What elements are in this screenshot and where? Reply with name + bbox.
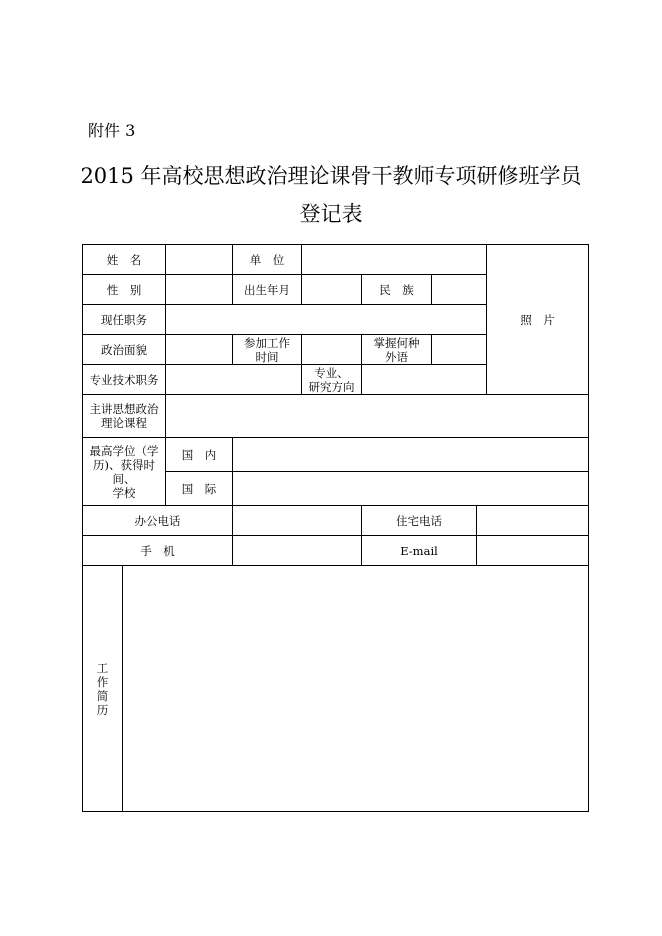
work-start-label-line2: 时间 xyxy=(255,349,279,364)
international-label: 国 际 xyxy=(166,472,233,506)
resume-char-4: 历 xyxy=(96,702,109,717)
major-label xyxy=(302,365,362,395)
political-label: 政治面貌 xyxy=(83,335,166,365)
course-field[interactable] xyxy=(166,395,589,438)
course-label-line2: 理论课程 xyxy=(101,416,147,430)
degree-label-line3: 学校 xyxy=(112,485,136,500)
mobile-field[interactable] xyxy=(233,536,362,566)
gender-field[interactable] xyxy=(166,275,233,305)
major-label-line1: 专业、 xyxy=(314,365,349,380)
photo-box: 照 片 xyxy=(487,245,589,395)
degree-label xyxy=(83,438,166,506)
form-title-line1: 2015 年高校思想政治理论课骨干教师专项研修班学员 xyxy=(80,164,582,188)
name-label: 姓 名 xyxy=(83,245,166,275)
work-start-label-line1: 参加工作 xyxy=(244,335,290,350)
language-label-line2: 外语 xyxy=(385,349,408,364)
course-label-line1: 主讲思想政治 xyxy=(89,402,159,416)
email-label: E-mail xyxy=(362,536,477,566)
birth-field[interactable] xyxy=(302,275,362,305)
political-field[interactable] xyxy=(166,335,233,365)
domestic-label: 国 内 xyxy=(166,438,233,472)
language-label xyxy=(362,335,432,365)
major-field[interactable] xyxy=(362,365,487,395)
registration-form-table xyxy=(82,244,589,812)
degree-label-line2: 历)、获得时间、 xyxy=(93,457,155,486)
name-field[interactable] xyxy=(166,245,233,275)
office-phone-field[interactable] xyxy=(233,506,362,536)
form-title-line2: 登记表 xyxy=(299,202,363,226)
position-label: 现任职务 xyxy=(83,305,166,335)
birth-label: 出生年月 xyxy=(233,275,302,305)
position-field[interactable] xyxy=(166,305,487,335)
office-phone-label: 办公电话 xyxy=(83,506,233,536)
home-phone-label: 住宅电话 xyxy=(362,506,477,536)
international-field[interactable] xyxy=(233,472,589,506)
gender-label: 性 别 xyxy=(83,275,166,305)
mobile-label: 手 机 xyxy=(83,536,233,566)
resume-label xyxy=(83,566,123,812)
work-start-label xyxy=(233,335,302,365)
title-field[interactable] xyxy=(166,365,302,395)
degree-label-line1: 最高学位（学 xyxy=(89,443,159,458)
major-label-line2: 研究方向 xyxy=(308,379,355,394)
resume-char-2: 作 xyxy=(96,674,109,689)
resume-char-3: 简 xyxy=(96,688,109,703)
unit-label: 单 位 xyxy=(233,245,302,275)
work-start-field[interactable] xyxy=(302,335,362,365)
language-label-line1: 掌握何种 xyxy=(373,335,420,350)
language-field[interactable] xyxy=(432,335,487,365)
course-label xyxy=(83,395,166,438)
attachment-label: 附件 3 xyxy=(88,121,136,140)
title-label: 专业技术职务 xyxy=(83,365,166,395)
ethnicity-field[interactable] xyxy=(432,275,487,305)
resume-char-1: 工 xyxy=(96,660,109,675)
resume-field[interactable] xyxy=(123,566,589,812)
email-field[interactable] xyxy=(477,536,589,566)
ethnicity-label: 民 族 xyxy=(362,275,432,305)
unit-field[interactable] xyxy=(302,245,487,275)
domestic-field[interactable] xyxy=(233,438,589,472)
home-phone-field[interactable] xyxy=(477,506,589,536)
